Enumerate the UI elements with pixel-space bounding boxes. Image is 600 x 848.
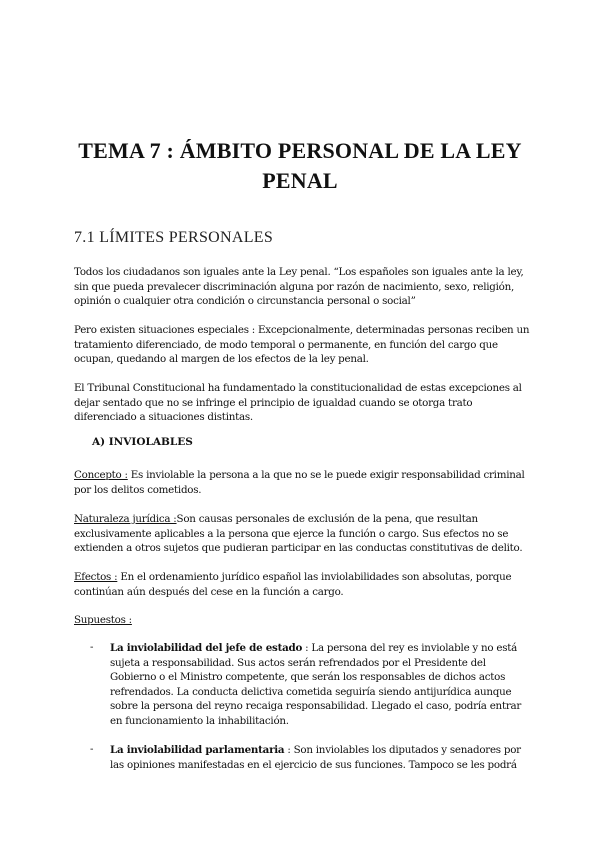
- naturaleza-paragraph: [74, 512, 532, 556]
- list-item-text: : Son inviolables los diputados y senadores por las opiniones manifestadas en el ejercicio de sus funciones. Tampoco se les podrá: [110, 744, 521, 771]
- list-item-title: La inviolabilidad parlamentaria: [110, 744, 285, 756]
- efectos-paragraph: [74, 570, 532, 599]
- efectos-label: Efectos :: [74, 571, 118, 583]
- list-item: [110, 641, 532, 729]
- efectos-text: En el ordenamiento jurídico español las inviolabilidades son absolutas, porque continúan aún después del cese en la función a cargo.: [74, 571, 512, 598]
- list-item: [110, 743, 532, 772]
- list-item-title: La inviolabilidad del jefe de estado: [110, 642, 303, 654]
- page-title: TEMA 7 : ÁMBITO PERSONAL DE LA LEY PENAL: [78, 138, 522, 193]
- list-bullet: -: [90, 641, 94, 653]
- paragraph-1: Todos los ciudadanos son iguales ante la Ley penal. “Los españoles son iguales ante la ley, sin que pueda prevalecer discriminación alguna por razón de nacimiento, sexo, religión, opinión o cualquier otra condición o circunstancia personal o social”: [74, 266, 524, 308]
- section-heading: 7.1 LÍMITES PERSONALES: [74, 229, 274, 246]
- subheading-inviolables: A) INVIOLABLES: [92, 436, 193, 448]
- supuestos-label: Supuestos :: [74, 614, 132, 626]
- naturaleza-text: Son causas personales de exclusión de la pena, que resultan exclusivamente aplicables a la persona que ejerce la función o cargo. Sus efectos no se extienden a otros sujetos que pudieran participar en las conductas constitutivas de delito.: [74, 513, 523, 555]
- list-item-text: : La persona del rey es inviolable y no está sujeta a responsabilidad. Sus actos serán refrendados por el Presidente del Gobierno o el Ministro competente, que serán los responsables de dichos actos refrendados. La conducta delictiva cometida seguiría siendo antijurídica aunque sobre la persona del reyno recaiga responsabilidad. Llegado el caso, podría entrar en funcionamiento la inhabilitación.: [110, 642, 522, 727]
- paragraph-3: El Tribunal Constitucional ha fundamentado la constitucionalidad de estas excepciones al dejar sentado que no se infringe el principio de igualdad cuando se otorga trato diferenciado a situaciones distintas.: [74, 382, 522, 424]
- concepto-text: Es inviolable la persona a la que no se le puede exigir responsabilidad criminal por los delitos cometidos.: [74, 469, 525, 496]
- paragraph-2: Pero existen situaciones especiales : Excepcionalmente, determinadas personas reciben un tratamiento diferenciado, de modo temporal o permanente, en función del cargo que ocupan, quedando al margen de los efectos de la ley penal.: [74, 324, 530, 366]
- list-bullet: -: [90, 743, 94, 755]
- naturaleza-label: Naturaleza jurídica :: [74, 513, 177, 525]
- concepto-paragraph: [74, 468, 532, 497]
- concepto-label: Concepto :: [74, 469, 128, 481]
